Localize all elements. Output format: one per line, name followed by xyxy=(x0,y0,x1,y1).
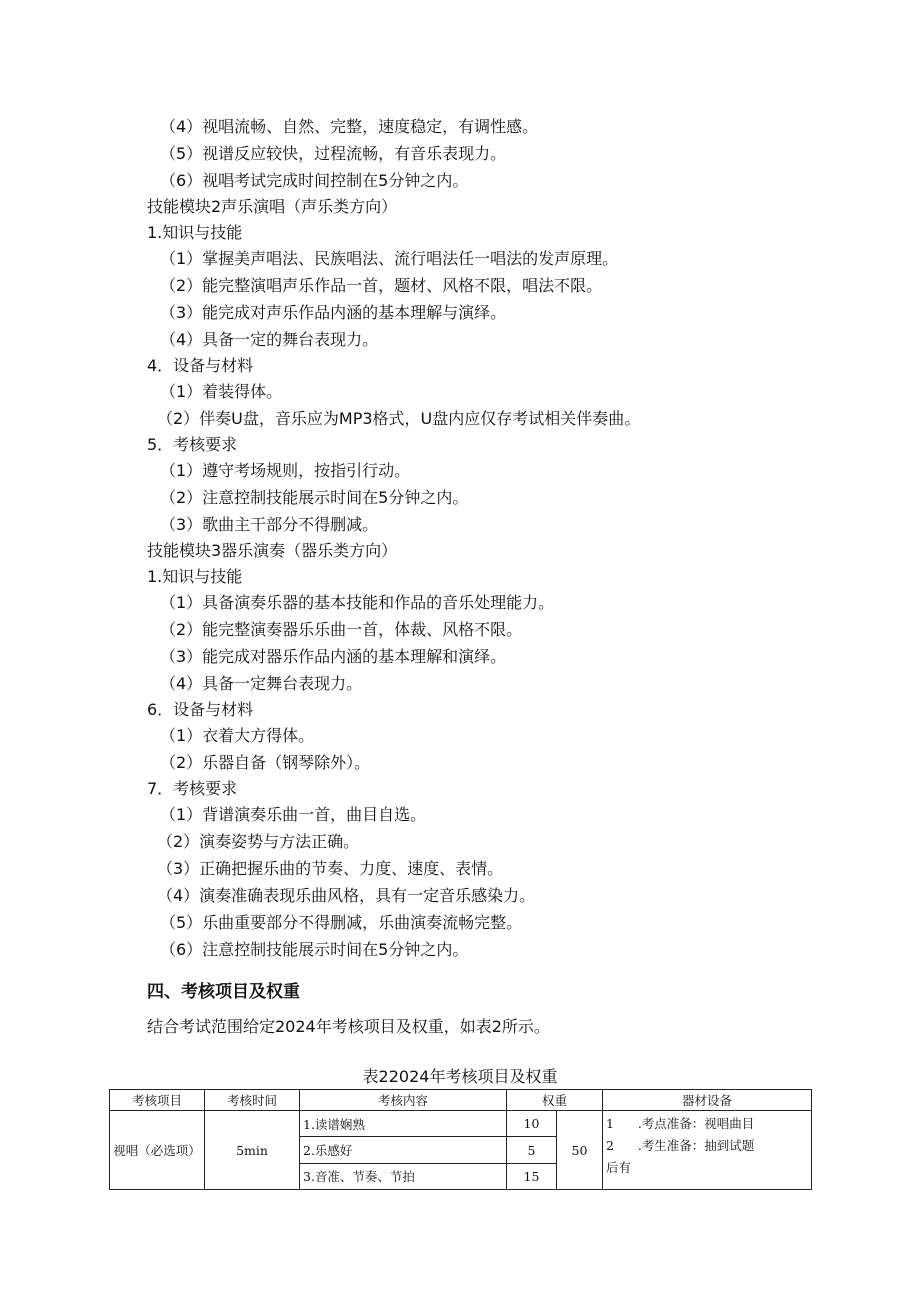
text-line: （1）掌握美声唱法、民族唱法、流行唱法任一唱法的发声原理。 xyxy=(160,249,619,268)
text-line: （1）着装得体。 xyxy=(160,382,283,401)
text-line: （2）能完整演唱声乐作品一首，题材、风格不限，唱法不限。 xyxy=(160,276,603,295)
text-line: （3）正确把握乐曲的节奏、力度、速度、表情。 xyxy=(157,859,504,878)
text-line: （6）注意控制技能展示时间在5分钟之内。 xyxy=(160,940,469,959)
cell-total-weight: 50 xyxy=(557,1111,603,1190)
table-caption: 表22024年考核项目及权重 xyxy=(362,1067,558,1086)
text-line: （2）演奏姿势与方法正确。 xyxy=(157,832,360,851)
text-line: （2）伴奏U盘，音乐应为MP3格式，U盘内应仅存考试相关伴奏曲。 xyxy=(157,409,641,428)
text-line: 1.知识与技能 xyxy=(147,223,243,242)
table-header-row xyxy=(110,1090,812,1111)
text-line: 1.知识与技能 xyxy=(147,567,243,586)
text-line: 技能模块2声乐演唱（声乐类方向） xyxy=(147,197,398,216)
intro-paragraph: 结合考试范围给定2024年考核项目及权重，如表2所示。 xyxy=(147,1017,550,1036)
weights-table xyxy=(109,1089,812,1190)
header-content: 考核内容 xyxy=(300,1090,507,1111)
text-line: （5）乐曲重要部分不得删减，乐曲演奏流畅完整。 xyxy=(160,913,523,932)
equipment-line: 后有 xyxy=(606,1160,632,1176)
cell-weight: 10 xyxy=(507,1111,557,1137)
equipment-line: 2 .考生准备：抽到试题 xyxy=(606,1138,755,1154)
text-line: （1）遵守考场规则，按指引行动。 xyxy=(160,461,411,480)
text-line: （4）具备一定舞台表现力。 xyxy=(160,674,363,693)
cell-weight: 5 xyxy=(507,1137,557,1163)
text-line: 6．设备与材料 xyxy=(147,700,254,719)
text-line: 5．考核要求 xyxy=(147,435,238,454)
cell-weight: 15 xyxy=(507,1163,557,1189)
text-line: （5）视谱反应较快，过程流畅，有音乐表现力。 xyxy=(160,144,507,163)
text-line: （1）背谱演奏乐曲一首，曲目自选。 xyxy=(160,805,427,824)
text-line: 4．设备与材料 xyxy=(147,356,254,375)
text-line: （6）视唱考试完成时间控制在5分钟之内。 xyxy=(160,171,469,190)
equipment-line: 1 .考点准备：视唱曲目 xyxy=(606,1116,755,1132)
cell-time: 5min xyxy=(205,1111,300,1190)
cell-content: 3.音准、节奏、节拍 xyxy=(300,1163,507,1189)
text-line: （1）具备演奏乐器的基本技能和作品的音乐处理能力。 xyxy=(160,593,555,612)
cell-equipment xyxy=(603,1111,812,1190)
section-heading: 四、考核项目及权重 xyxy=(147,982,300,1002)
header-time: 考核时间 xyxy=(205,1090,300,1111)
text-line: （3）能完成对器乐作品内涵的基本理解和演绎。 xyxy=(160,647,507,666)
text-line: （2）注意控制技能展示时间在5分钟之内。 xyxy=(160,488,469,507)
text-line: （1）衣着大方得体。 xyxy=(160,726,315,745)
text-line: （2）能完整演奏器乐乐曲一首，体裁、风格不限。 xyxy=(160,620,523,639)
cell-content: 2.乐感好 xyxy=(300,1137,507,1163)
header-weight: 权重 xyxy=(507,1090,603,1111)
cell-content: 1.读谱娴熟 xyxy=(300,1111,507,1137)
header-equipment: 器材设备 xyxy=(603,1090,812,1111)
text-line: 7．考核要求 xyxy=(147,779,238,798)
header-item: 考核项目 xyxy=(110,1090,205,1111)
text-line: （4）视唱流畅、自然、完整，速度稳定，有调性感。 xyxy=(160,117,539,136)
text-line: （2）乐器自备（钢琴除外）。 xyxy=(160,753,371,772)
text-line: 技能模块3器乐演奏（器乐类方向） xyxy=(147,541,398,560)
cell-item: 视唱（必选项） xyxy=(110,1111,205,1190)
text-line: （3）能完成对声乐作品内涵的基本理解与演绎。 xyxy=(160,303,507,322)
text-line: （3）歌曲主干部分不得删减。 xyxy=(160,515,379,534)
text-line: （4）具备一定的舞台表现力。 xyxy=(160,330,379,349)
table-row xyxy=(110,1111,812,1137)
text-line: （4）演奏准确表现乐曲风格，具有一定音乐感染力。 xyxy=(157,886,536,905)
